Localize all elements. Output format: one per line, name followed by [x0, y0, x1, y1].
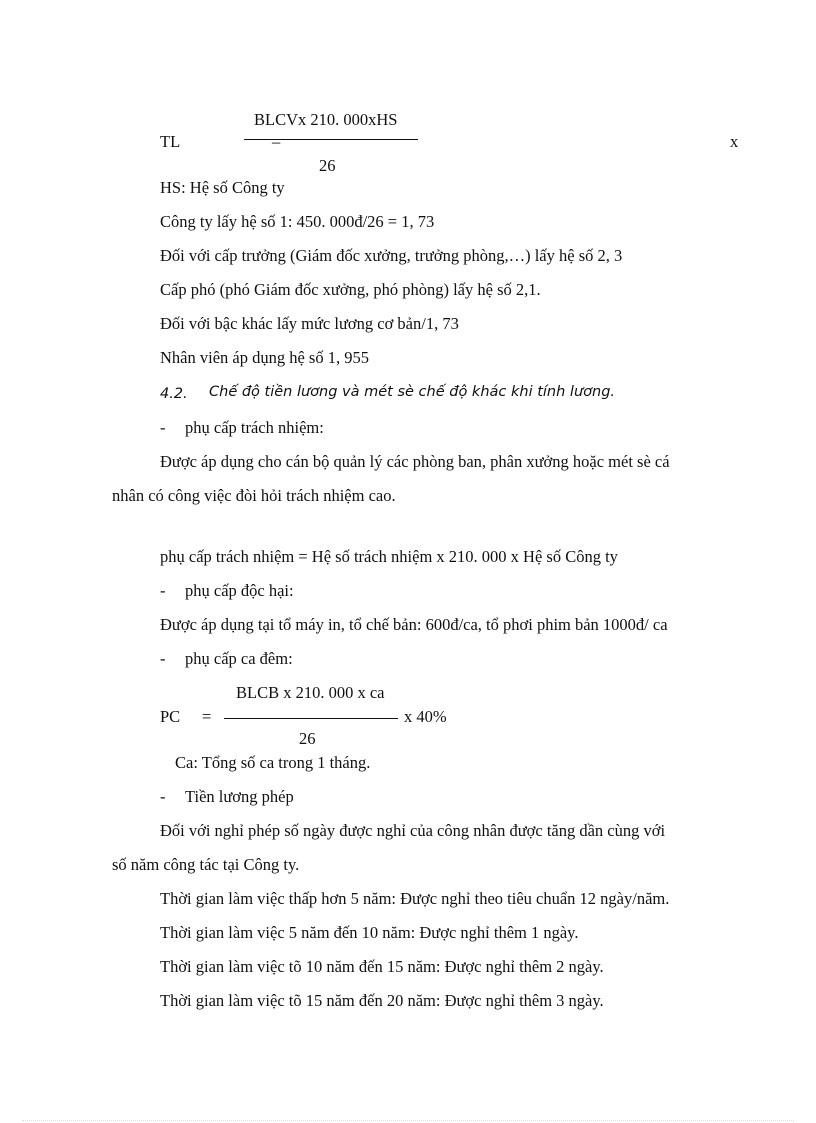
- other-grades-line: Đối với bậc khác lấy mức lương cơ bản/1, 73: [160, 314, 459, 333]
- formula-tl-fraction-bar: [244, 139, 418, 140]
- responsibility-heading: phụ cấp trách nhiệm:: [185, 418, 324, 437]
- section-title: Chế độ tiền lương và mét sè chế độ khác khi tính lương.: [209, 384, 616, 400]
- formula-tl-minus: –: [272, 132, 281, 151]
- leave-row: Thời gian làm việc tõ 10 năm đến 15 năm: Được nghỉ thêm 2 ngày.: [160, 957, 604, 976]
- leave-paragraph-line1: Đối với nghỉ phép số ngày được nghỉ của công nhân được tăng dần cùng với: [160, 821, 666, 840]
- section-number: 4.2.: [160, 386, 188, 402]
- leave-row: Thời gian làm việc tõ 15 năm đến 20 năm: Được nghỉ thêm 3 ngày.: [160, 991, 604, 1010]
- staff-coefficient-line: Nhân viên áp dụng hệ số 1, 955: [160, 348, 369, 367]
- formula-pc-lhs: PC: [160, 707, 181, 726]
- heads-coefficient-line: Đối với cấp trưởng (Giám đốc xưởng, trưởng phòng,…) lấy hệ số 2, 3: [160, 246, 623, 265]
- hazard-line: Được áp dụng tại tổ máy in, tổ chế bản: 600đ/ca, tổ phơi phim bản 1000đ/ ca: [160, 615, 668, 634]
- formula-pc-fraction-bar: [224, 718, 398, 719]
- bullet-dash: -: [160, 787, 166, 806]
- formula-tl-trailing: x: [730, 132, 739, 151]
- formula-pc-equals: =: [202, 707, 212, 726]
- bullet-dash: -: [160, 418, 166, 437]
- formula-tl-lhs: TL: [160, 132, 181, 151]
- responsibility-paragraph-line2: nhân có công việc đòi hỏi trách nhiệm cao.: [112, 486, 396, 505]
- leave-heading: Tiền lương phép: [185, 787, 294, 806]
- page-bottom-divider: [22, 1120, 794, 1121]
- leave-row: Thời gian làm việc 5 năm đến 10 năm: Được nghỉ thêm 1 ngày.: [160, 923, 579, 942]
- company-coefficient-line: Công ty lấy hệ số 1: 450. 000đ/26 = 1, 73: [160, 212, 435, 231]
- leave-row: Thời gian làm việc thấp hơn 5 năm: Được nghỉ theo tiêu chuẩn 12 ngày/năm.: [160, 889, 670, 908]
- formula-tl-numerator: BLCVx 210. 000xHS: [254, 110, 398, 129]
- formula-pc-denominator: 26: [299, 729, 316, 748]
- night-heading: phụ cấp ca đêm:: [185, 649, 293, 668]
- bullet-dash: -: [160, 649, 166, 668]
- formula-tl-denominator: 26: [319, 156, 336, 175]
- bullet-dash: -: [160, 581, 166, 600]
- responsibility-formula: phụ cấp trách nhiệm = Hệ số trách nhiệm x 210. 000 x Hệ số Công ty: [160, 547, 618, 566]
- responsibility-paragraph-line1: Được áp dụng cho cán bộ quản lý các phòng ban, phân xưởng hoặc mét sè cá: [160, 452, 670, 471]
- formula-pc-trailing: x 40%: [404, 707, 447, 726]
- leave-paragraph-line2: số năm công tác tại Công ty.: [112, 855, 300, 874]
- hazard-heading: phụ cấp độc hại:: [185, 581, 294, 600]
- hs-definition: HS: Hệ số Công ty: [160, 178, 285, 197]
- formula-pc-numerator: BLCB x 210. 000 x ca: [236, 683, 385, 702]
- deputies-coefficient-line: Cấp phó (phó Giám đốc xưởng, phó phòng) lấy hệ số 2,1.: [160, 280, 541, 299]
- shift-note: Ca: Tổng số ca trong 1 tháng.: [175, 753, 371, 772]
